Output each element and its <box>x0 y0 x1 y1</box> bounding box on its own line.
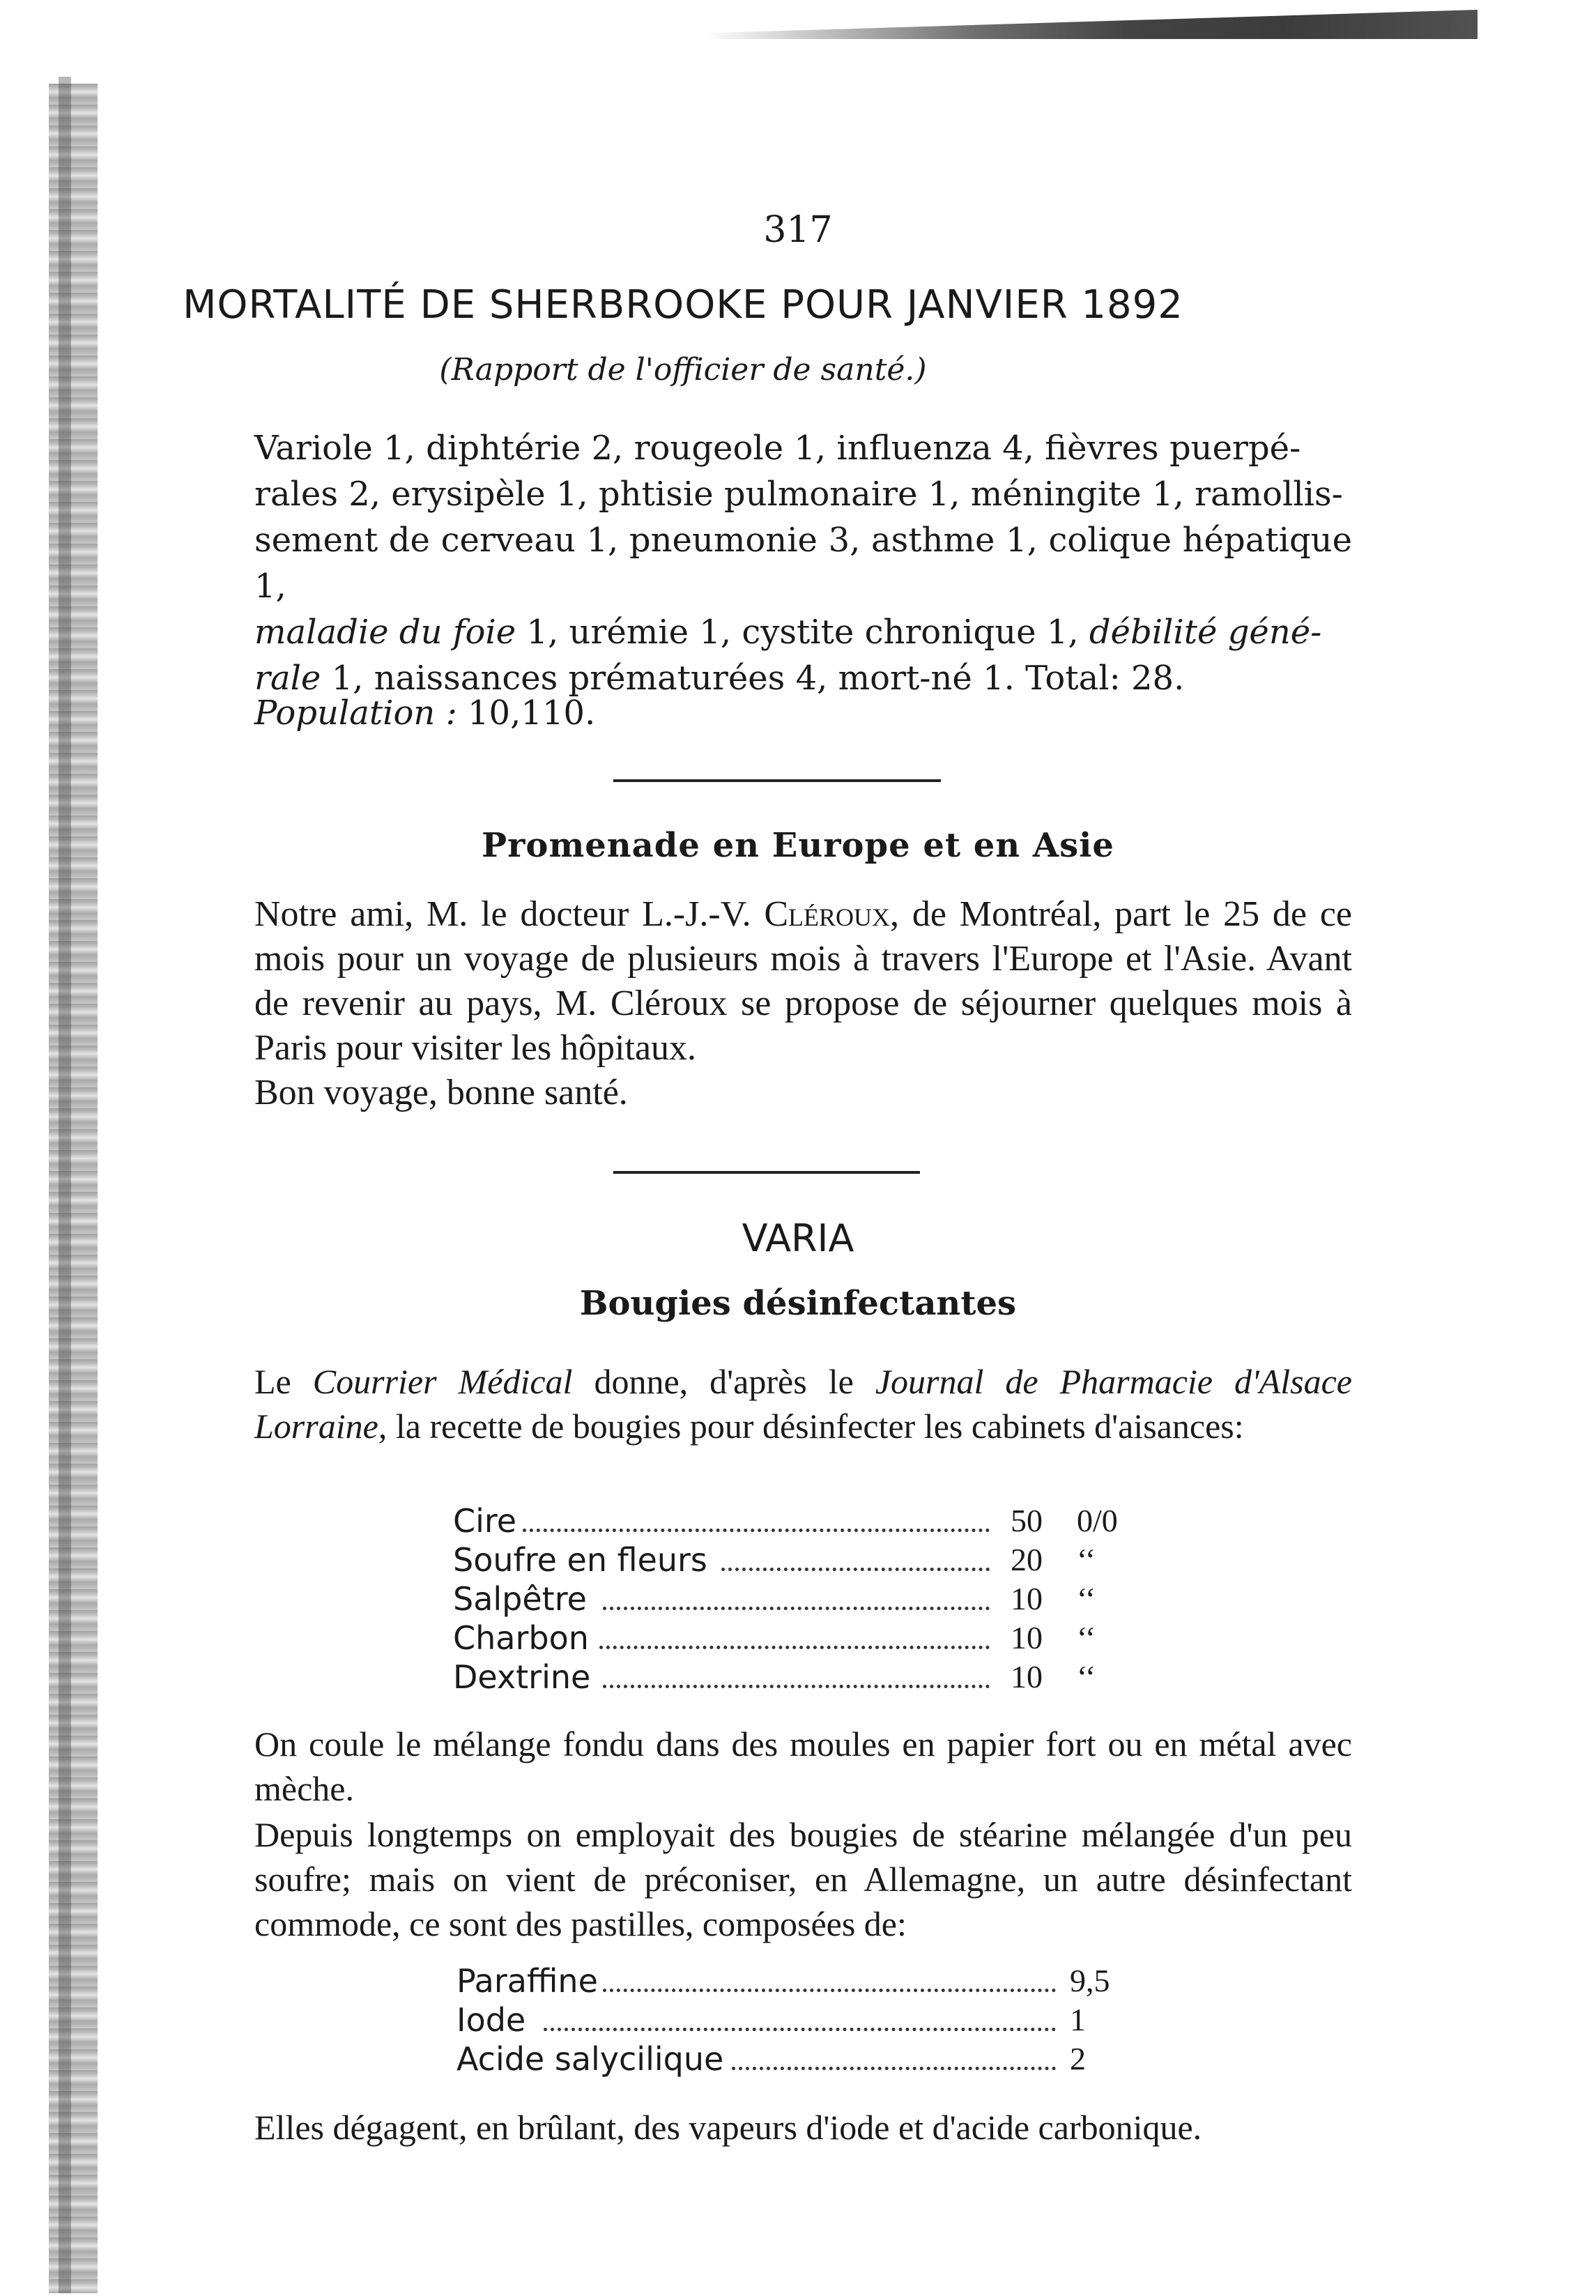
recipe-row <box>456 1962 1223 2000</box>
binding-edge <box>49 84 98 2293</box>
ingredient-unit: ‘‘ <box>1077 1581 1096 1616</box>
ingredient-qty: 2 <box>1070 2041 1086 2076</box>
ingredient-unit: ‘‘ <box>1077 1542 1096 1577</box>
recipe-row <box>453 1502 1150 1540</box>
ingredient-qty: 10 <box>1011 1581 1043 1616</box>
heading-varia: VARIA <box>742 1216 854 1260</box>
ingredient-qty: 1 <box>1070 2002 1086 2037</box>
source-journal: Journal de Pharmacie d'Alsace Lorraine, <box>254 1362 1352 1446</box>
mortality-line-3: sement de cerveau 1, pneumonie 3, asthme 1, colique hépatique 1, <box>254 521 1352 606</box>
mortality-line-4-text: 1, urémie 1, cystite chronique 1, <box>516 613 1089 652</box>
ingredient-name: Iode <box>456 2001 526 2039</box>
promenade-paragraph <box>254 892 1352 1115</box>
heading-bougies: Bougies désinfectantes <box>579 1284 1017 1323</box>
leader-dots <box>603 1607 990 1610</box>
intro-text: donne, d'après le <box>572 1362 875 1401</box>
ingredient-qty: 9,5 <box>1070 1963 1110 1998</box>
ingredient-name: Dextrine <box>453 1658 591 1696</box>
person-name: Cléroux <box>764 894 891 934</box>
heading-promenade: Promenade en Europe et en Asie <box>482 826 1114 865</box>
page-number: 317 <box>763 209 833 251</box>
ingredient-qty: 50 <box>1011 1503 1043 1538</box>
ingredient-name: Acide salycilique <box>456 2040 724 2078</box>
ingredient-name: Charbon <box>453 1619 589 1657</box>
recipe-row <box>453 1580 1150 1618</box>
population-label: Population : <box>254 694 457 733</box>
promenade-closing: Bon voyage, bonne santé. <box>254 1073 628 1112</box>
section-title-mortalite: MORTALITÉ DE SHERBROOKE POUR JANVIER 1892 <box>183 282 1183 328</box>
bougies-intro <box>254 1359 1352 1448</box>
source-courrier: Courrier Médical <box>312 1362 573 1401</box>
recipe-row <box>453 1541 1150 1579</box>
mortality-line-1: Variole 1, diphtérie 2, rougeole 1, influenza 4, fièvres puerpé- <box>254 429 1301 468</box>
italic-term: maladie du foie <box>254 613 516 652</box>
italic-term: rale <box>254 659 321 698</box>
divider-rule <box>613 1171 920 1174</box>
leader-dots <box>603 1989 1056 1992</box>
ingredient-name: Salpêtre <box>453 1580 587 1618</box>
mortality-line-4 <box>254 609 1352 655</box>
section-subtitle: (Rapport de l'officier de santé.) <box>439 352 927 388</box>
population-line <box>254 694 595 733</box>
recipe-row <box>456 2040 1223 2078</box>
ingredient-name: Cire <box>453 1502 517 1540</box>
ingredient-unit: ‘‘ <box>1077 1659 1096 1694</box>
paragraph-depuis: Depuis longtemps on employait des bougies de stéarine mélangée d'un peu soufre; mais on vient de préconiser, en Allemagne, un autre désinfectant commode, ce sont des pastilles, composées de: <box>254 1815 1352 1943</box>
ingredient-name: Paraffine <box>456 1962 598 2000</box>
ingredient-qty: 10 <box>1011 1659 1043 1694</box>
paragraph-coule: On coule le mélange fondu dans des moules en papier fort ou en métal avec mèche. <box>254 1724 1352 1808</box>
ingredient-unit: ‘‘ <box>1077 1620 1096 1655</box>
recipe-row <box>453 1619 1150 1657</box>
scan-edge-artifact <box>704 10 1478 39</box>
leader-dots <box>544 2028 1056 2031</box>
leader-dots <box>599 1646 990 1649</box>
leader-dots <box>603 1685 990 1688</box>
mortality-line-2: rales 2, erysipèle 1, phtisie pulmonaire 1, méningite 1, ramollis- <box>254 475 1343 514</box>
recipe-row <box>456 2001 1223 2039</box>
paragraph-final: Elles dégagent, en brûlant, des vapeurs d'iode et d'acide carbonique. <box>254 2108 1202 2147</box>
population-value: 10,110. <box>456 694 596 733</box>
ingredient-name: Soufre en fleurs <box>453 1541 707 1579</box>
leader-dots <box>732 2067 1056 2070</box>
intro-text: Le <box>254 1362 313 1401</box>
mortality-paragraph <box>254 425 1352 701</box>
italic-term: débilité géné- <box>1089 613 1322 652</box>
intro-text: la recette de bougies pour désinfecter les cabinets d'aisances: <box>387 1407 1244 1446</box>
leader-dots <box>523 1529 990 1532</box>
recipe-row <box>453 1658 1150 1696</box>
ingredient-qty: 20 <box>1011 1542 1043 1577</box>
ingredient-qty: 10 <box>1011 1620 1043 1655</box>
divider-rule <box>613 779 941 782</box>
leader-dots <box>721 1568 990 1571</box>
promenade-text-1: Notre ami, M. le docteur L.-J.-V. <box>254 894 765 934</box>
binding-shadow <box>59 77 71 2293</box>
promenade-text-2: , de Montréal, part le 25 de ce mois pour un voyage de plusieurs mois à travers l'Europe et l'Asie. Avant de revenir au pays, M. Cléroux se propose de séjourner quelques mois à Paris pour visiter les hôpitaux. <box>254 894 1352 1068</box>
mortality-line-5-text: 1, naissances prématurées 4, mort-né 1. Total: 28. <box>321 659 1185 698</box>
ingredient-unit: 0/0 <box>1077 1503 1118 1538</box>
